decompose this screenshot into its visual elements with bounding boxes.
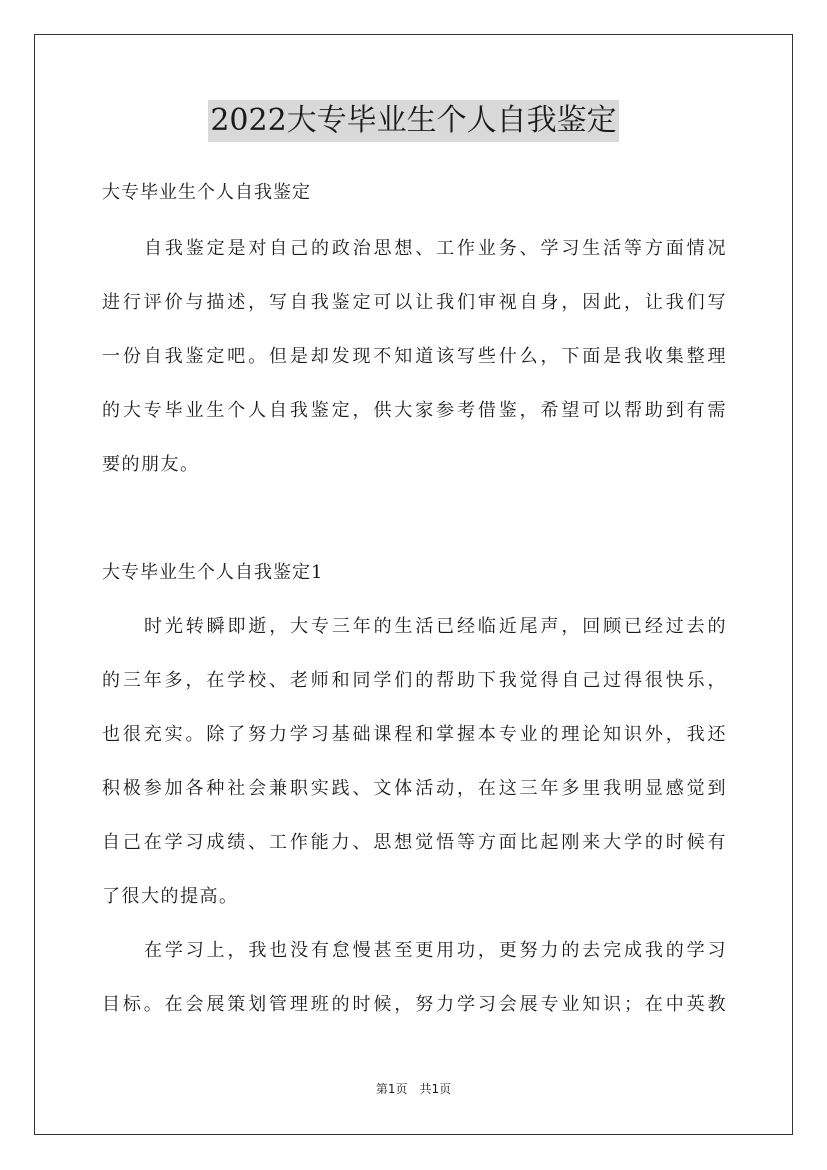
paragraph-line: 积极参加各种社会兼职实践、文体活动，在这三年多里我明显感觉到: [102, 778, 727, 799]
paragraph-line: 在学习上，我也没有怠慢甚至更用功，更努力的去完成我的学习: [144, 940, 727, 961]
paragraph-line: 自己在学习成绩、工作能力、思想觉悟等方面比起刚来大学的时候有: [102, 832, 727, 853]
intro-paragraph[interactable]: [102, 222, 727, 492]
paragraph-line: 的三年多，在学校、老师和同学们的帮助下我觉得自己过得很快乐，: [102, 670, 727, 691]
intro-line: 的大专毕业生个人自我鉴定，供大家参考借鉴，希望可以帮助到有需: [102, 400, 727, 421]
title-container: [0, 100, 827, 142]
section-1-paragraph-1[interactable]: [102, 600, 727, 924]
paragraph-line: 也很充实。除了努力学习基础课程和掌握本专业的理论知识外，我还: [102, 724, 727, 745]
section-1-paragraph-2[interactable]: [102, 924, 727, 1032]
intro-line: 一份自我鉴定吧。但是却发现不知道该写些什么，下面是我收集整理: [102, 346, 727, 367]
document-title[interactable]: 2022大专毕业生个人自我鉴定: [208, 100, 618, 142]
paragraph-line: 目标。在会展策划管理班的时候，努力学习会展专业知识；在中英教: [102, 994, 727, 1015]
section-1-heading[interactable]: 大专毕业生个人自我鉴定1: [102, 562, 324, 583]
document-subtitle[interactable]: 大专毕业生个人自我鉴定: [102, 182, 311, 203]
intro-line: 进行评价与描述，写自我鉴定可以让我们审视自身，因此，让我们写: [102, 292, 727, 313]
intro-line: 要的朋友。: [102, 454, 200, 475]
paragraph-line: 时光转瞬即逝，大专三年的生活已经临近尾声，回顾已经过去的: [144, 616, 727, 637]
intro-line: 自我鉴定是对自己的政治思想、工作业务、学习生活等方面情况: [144, 238, 727, 259]
page-number-footer: 第1页 共1页: [375, 1082, 452, 1096]
paragraph-line: 了很大的提高。: [102, 886, 239, 907]
